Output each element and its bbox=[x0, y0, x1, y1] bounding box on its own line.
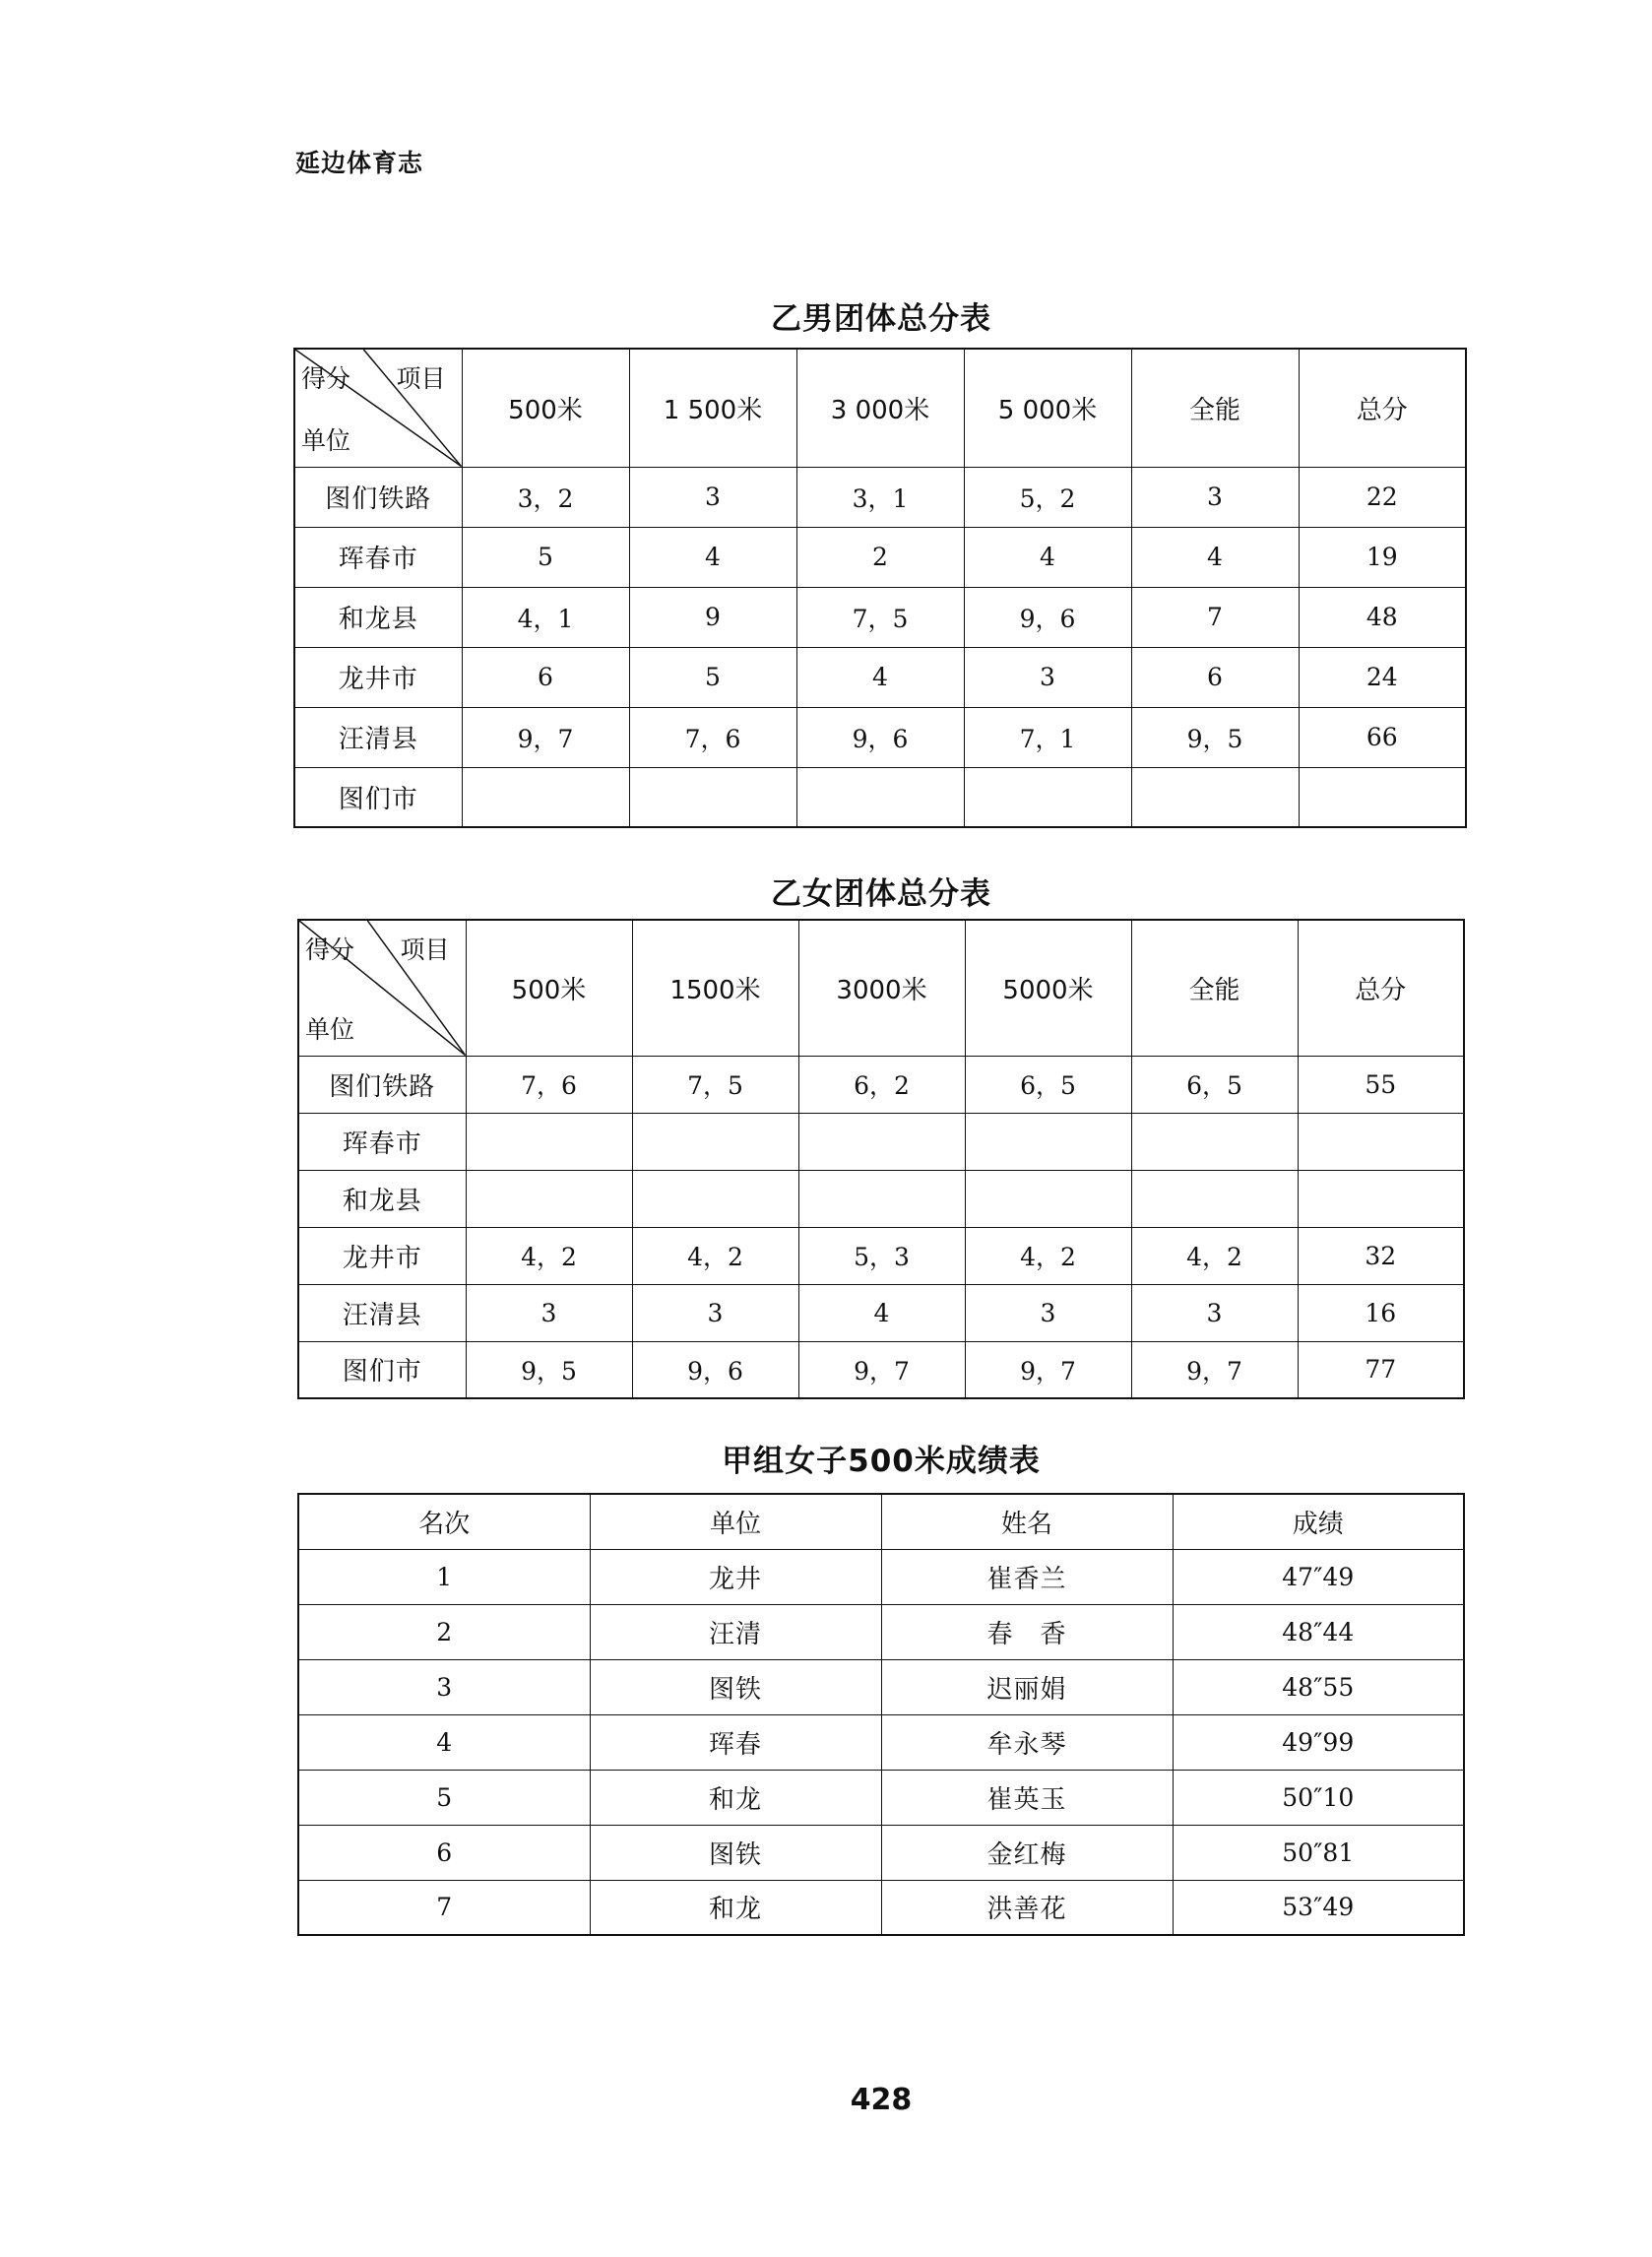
table-cell: 7，1 bbox=[964, 707, 1131, 767]
table-cell: 5 bbox=[629, 647, 796, 707]
table-cell bbox=[1298, 1113, 1464, 1170]
name-cell: 崔英玉 bbox=[881, 1770, 1173, 1825]
table-cell: 4，2 bbox=[965, 1227, 1131, 1284]
table-row bbox=[294, 467, 1466, 527]
name-cell: 金红梅 bbox=[881, 1825, 1173, 1880]
unit-cell: 珲春 bbox=[590, 1714, 881, 1770]
result-cell: 48″55 bbox=[1173, 1659, 1464, 1714]
row-unit: 龙井市 bbox=[298, 1227, 466, 1284]
col-header-result: 成绩 bbox=[1173, 1494, 1464, 1549]
table-cell bbox=[798, 1170, 965, 1227]
table-cell: 9，7 bbox=[798, 1341, 965, 1398]
table-cell: 5 bbox=[462, 527, 629, 587]
name-cell: 迟丽娟 bbox=[881, 1659, 1173, 1714]
table-row bbox=[298, 1284, 1464, 1341]
table-cell: 16 bbox=[1298, 1284, 1464, 1341]
name-cell: 牟永琴 bbox=[881, 1714, 1173, 1770]
table-row bbox=[298, 1659, 1464, 1714]
rank-cell: 6 bbox=[298, 1825, 590, 1880]
table-cell: 3，1 bbox=[796, 467, 964, 527]
col-header-5000m: 5 000米 bbox=[964, 349, 1131, 467]
table-cell: 7 bbox=[1131, 587, 1299, 647]
table-row bbox=[294, 587, 1466, 647]
table-cell: 3 bbox=[629, 467, 796, 527]
row-unit: 图们铁路 bbox=[298, 1056, 466, 1113]
table-row bbox=[298, 1227, 1464, 1284]
table-cell: 3，2 bbox=[462, 467, 629, 527]
table-cell bbox=[798, 1113, 965, 1170]
table-cell: 9，6 bbox=[964, 587, 1131, 647]
table-cell bbox=[1131, 1113, 1298, 1170]
col-header-500m: 500米 bbox=[462, 349, 629, 467]
table2-title: 乙女团体总分表 bbox=[771, 876, 991, 912]
table-cell: 77 bbox=[1298, 1341, 1464, 1398]
col-header-allround: 全能 bbox=[1131, 349, 1299, 467]
table-row bbox=[298, 1170, 1464, 1227]
col-header-rank: 名次 bbox=[298, 1494, 590, 1549]
table-row bbox=[298, 1770, 1464, 1825]
table-cell: 19 bbox=[1299, 527, 1466, 587]
table-cell bbox=[1298, 1170, 1464, 1227]
table-cell: 32 bbox=[1298, 1227, 1464, 1284]
table-cell: 2 bbox=[796, 527, 964, 587]
col-header-500m: 500米 bbox=[466, 920, 632, 1056]
row-unit: 汪清县 bbox=[294, 707, 462, 767]
table-cell: 6，5 bbox=[1131, 1056, 1298, 1113]
row-unit: 图们铁路 bbox=[294, 467, 462, 527]
rank-cell: 3 bbox=[298, 1659, 590, 1714]
table-cell: 24 bbox=[1299, 647, 1466, 707]
running-head: 延边体育志 bbox=[295, 149, 424, 177]
table-cell: 9，7 bbox=[965, 1341, 1131, 1398]
table-row bbox=[298, 1825, 1464, 1880]
table1-title: 乙男团体总分表 bbox=[771, 301, 991, 337]
corner-label-unit: 单位 bbox=[305, 1014, 355, 1044]
table-row bbox=[298, 1113, 1464, 1170]
table-cell: 4 bbox=[796, 647, 964, 707]
table-cell: 7，5 bbox=[796, 587, 964, 647]
unit-cell: 龙井 bbox=[590, 1549, 881, 1604]
table-cell: 9 bbox=[629, 587, 796, 647]
corner-label-score: 得分 bbox=[301, 364, 351, 393]
table-cell: 4 bbox=[964, 527, 1131, 587]
table-cell: 5，3 bbox=[798, 1227, 965, 1284]
table-cell bbox=[466, 1113, 632, 1170]
table-cell: 7，6 bbox=[466, 1056, 632, 1113]
table-row bbox=[298, 1880, 1464, 1935]
table-cell: 9，6 bbox=[632, 1341, 798, 1398]
col-header-1500m: 1500米 bbox=[632, 920, 798, 1056]
table-cell bbox=[462, 767, 629, 827]
col-header-3000m: 3000米 bbox=[798, 920, 965, 1056]
table-cell bbox=[629, 767, 796, 827]
table-cell: 6 bbox=[462, 647, 629, 707]
table-cell: 22 bbox=[1299, 467, 1466, 527]
name-cell: 洪善花 bbox=[881, 1880, 1173, 1935]
table-cell bbox=[965, 1170, 1131, 1227]
table2-header-row bbox=[298, 920, 1464, 1056]
unit-cell: 和龙 bbox=[590, 1880, 881, 1935]
corner-label-score: 得分 bbox=[305, 935, 355, 964]
table-cell bbox=[796, 767, 964, 827]
table-row bbox=[294, 767, 1466, 827]
table-cell: 9，6 bbox=[796, 707, 964, 767]
table-row bbox=[294, 647, 1466, 707]
corner-label-unit: 单位 bbox=[301, 425, 351, 455]
row-unit: 汪清县 bbox=[298, 1284, 466, 1341]
rank-cell: 2 bbox=[298, 1604, 590, 1659]
table3-header-row bbox=[298, 1494, 1464, 1549]
table-cell: 7，6 bbox=[629, 707, 796, 767]
table-cell: 3 bbox=[965, 1284, 1131, 1341]
row-unit: 龙井市 bbox=[294, 647, 462, 707]
table-cell: 3 bbox=[632, 1284, 798, 1341]
table-cell bbox=[964, 767, 1131, 827]
table2 bbox=[297, 919, 1465, 1399]
table-cell bbox=[1131, 1170, 1298, 1227]
corner-label-event: 项目 bbox=[396, 364, 446, 393]
row-unit: 珲春市 bbox=[298, 1113, 466, 1170]
table-cell: 9，5 bbox=[1131, 707, 1299, 767]
table-cell: 3 bbox=[466, 1284, 632, 1341]
table-cell bbox=[632, 1113, 798, 1170]
unit-cell: 图铁 bbox=[590, 1825, 881, 1880]
table-cell: 48 bbox=[1299, 587, 1466, 647]
table1 bbox=[293, 348, 1467, 828]
table-cell: 4，2 bbox=[632, 1227, 798, 1284]
rank-cell: 7 bbox=[298, 1880, 590, 1935]
table-cell: 3 bbox=[1131, 1284, 1298, 1341]
col-header-3000m: 3 000米 bbox=[796, 349, 964, 467]
table-cell: 4，1 bbox=[462, 587, 629, 647]
result-cell: 49″99 bbox=[1173, 1714, 1464, 1770]
col-header-allround: 全能 bbox=[1131, 920, 1298, 1056]
result-cell: 50″81 bbox=[1173, 1825, 1464, 1880]
table2-corner-cell bbox=[298, 920, 466, 1056]
table-cell: 4，2 bbox=[466, 1227, 632, 1284]
name-cell: 崔香兰 bbox=[881, 1549, 1173, 1604]
page-number: 428 bbox=[850, 2083, 913, 2117]
row-unit: 和龙县 bbox=[298, 1170, 466, 1227]
result-cell: 53″49 bbox=[1173, 1880, 1464, 1935]
corner-label-event: 项目 bbox=[400, 935, 450, 964]
row-unit: 和龙县 bbox=[294, 587, 462, 647]
col-header-name: 姓名 bbox=[881, 1494, 1173, 1549]
table-row bbox=[298, 1714, 1464, 1770]
table-cell: 5，2 bbox=[964, 467, 1131, 527]
table-cell bbox=[1131, 767, 1299, 827]
rank-cell: 1 bbox=[298, 1549, 590, 1604]
table-cell: 9，5 bbox=[466, 1341, 632, 1398]
col-header-1500m: 1 500米 bbox=[629, 349, 796, 467]
table-row bbox=[298, 1549, 1464, 1604]
table-cell: 7，5 bbox=[632, 1056, 798, 1113]
table-row bbox=[298, 1341, 1464, 1398]
table-cell: 3 bbox=[964, 647, 1131, 707]
row-unit: 珲春市 bbox=[294, 527, 462, 587]
table-cell: 4 bbox=[1131, 527, 1299, 587]
table1-corner-cell bbox=[294, 349, 462, 467]
table-cell: 6，2 bbox=[798, 1056, 965, 1113]
table-row bbox=[298, 1604, 1464, 1659]
table-cell: 4 bbox=[798, 1284, 965, 1341]
col-header-5000m: 5000米 bbox=[965, 920, 1131, 1056]
table-row bbox=[294, 527, 1466, 587]
table-cell bbox=[466, 1170, 632, 1227]
unit-cell: 汪清 bbox=[590, 1604, 881, 1659]
table-cell: 55 bbox=[1298, 1056, 1464, 1113]
rank-cell: 4 bbox=[298, 1714, 590, 1770]
table-cell: 9，7 bbox=[462, 707, 629, 767]
table-cell: 4 bbox=[629, 527, 796, 587]
table-cell: 6 bbox=[1131, 647, 1299, 707]
col-header-total: 总分 bbox=[1299, 349, 1466, 467]
table-row bbox=[298, 1056, 1464, 1113]
rank-cell: 5 bbox=[298, 1770, 590, 1825]
result-cell: 48″44 bbox=[1173, 1604, 1464, 1659]
table-cell: 4，2 bbox=[1131, 1227, 1298, 1284]
table3-title: 甲组女子500米成绩表 bbox=[722, 1444, 1041, 1479]
table1-header-row bbox=[294, 349, 1466, 467]
table-cell bbox=[965, 1113, 1131, 1170]
table-row bbox=[294, 707, 1466, 767]
unit-cell: 和龙 bbox=[590, 1770, 881, 1825]
unit-cell: 图铁 bbox=[590, 1659, 881, 1714]
table-cell: 66 bbox=[1299, 707, 1466, 767]
table-cell: 6，5 bbox=[965, 1056, 1131, 1113]
row-unit: 图们市 bbox=[294, 767, 462, 827]
table-cell: 3 bbox=[1131, 467, 1299, 527]
result-cell: 50″10 bbox=[1173, 1770, 1464, 1825]
col-header-unit: 单位 bbox=[590, 1494, 881, 1549]
name-cell: 春 香 bbox=[881, 1604, 1173, 1659]
table-cell bbox=[632, 1170, 798, 1227]
result-cell: 47″49 bbox=[1173, 1549, 1464, 1604]
table-cell bbox=[1299, 767, 1466, 827]
col-header-total: 总分 bbox=[1298, 920, 1464, 1056]
table3 bbox=[297, 1493, 1465, 1936]
row-unit: 图们市 bbox=[298, 1341, 466, 1398]
table-cell: 9，7 bbox=[1131, 1341, 1298, 1398]
